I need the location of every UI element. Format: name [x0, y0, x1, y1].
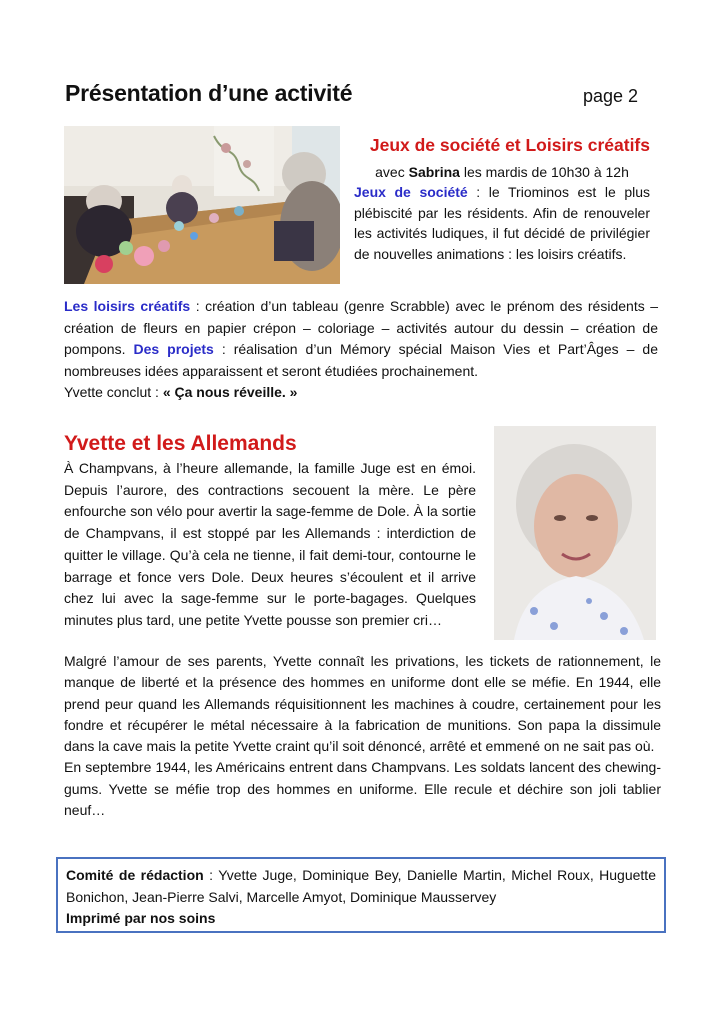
loisirs-paragraph	[64, 296, 658, 404]
yvette-paragraph-1	[64, 458, 476, 632]
yvette-portrait	[494, 426, 656, 640]
conclut-prefix: Yvette conclut :	[64, 384, 163, 400]
conclusion-line	[64, 382, 658, 404]
yvette-p3-text: En septembre 1944, les Américains entrent dans Champvans. Les soldats lancent des chewing-gums. Yvette se méfie trop des hommes en uniforme. Elle recule et déchire son joli tablier neuf…	[64, 759, 661, 819]
host-name: Sabrina	[408, 164, 460, 180]
page-title: Présentation d’une activité	[65, 80, 353, 106]
jeux-text: : le Triominos est le plus plébiscité par les résidents. Afin de renouveler les activités ludiques, il fut décidé de privilégier de nouvelles animations : les loisirs créatifs.	[354, 184, 651, 262]
yvette-paragraph-2	[64, 651, 661, 821]
projets-text: : réalisation d’un Mémory spécial Maison Vies et Part’Âges – de nombreuses idées apparaissent et seront étudiées prochainement.	[64, 341, 658, 379]
loisirs-text: : création d’un tableau (genre Scrabble) avec le prénom des résidents – création de fleurs en papier crépon – coloriage – activités autour du dessin – création de pompons.	[64, 298, 659, 357]
schedule-prefix: avec	[375, 164, 409, 180]
activity-intro	[354, 135, 650, 264]
committee-members: : Yvette Juge, Dominique Bey, Danielle Martin, Michel Roux, Huguette Bonichon, Jean-Pierre Salvi, Marcelle Amyot, Dominique Mausservey	[66, 867, 656, 905]
activity-schedule	[354, 162, 650, 182]
loisirs-label: Les loisirs créatifs	[64, 298, 191, 314]
committee-label: Comité de rédaction	[66, 867, 204, 883]
schedule-text: les mardis de 10h30 à 12h	[459, 164, 629, 180]
jeux-label: Jeux de société	[354, 184, 468, 200]
jeux-paragraph	[354, 182, 650, 264]
activity-title: Jeux de société et Loisirs créatifs	[369, 135, 650, 155]
yvette-p1-text: À Champvans, à l’heure allemande, la famille Juge est en émoi. Depuis l’aurore, des contractions secouent la mère. Le père enfourche son vélo pour avertir la sage-femme de Dole. À la sortie de Champvans, il est stoppé par les Allemands : interdiction de quitter le village. Qu’à cela ne tienne, il fait demi-tour, contourne le barrage et fonce vers Dole. Deux heures s’écoulent et il arrive chez lui avec la sage-femme sur le porte-bagages. Quelques minutes plus tard, une petite Yvette pousse son premier cri…	[64, 460, 476, 628]
projets-label: Des projets	[133, 341, 214, 357]
yvette-p2-text: Malgré l’amour de ses parents, Yvette connaît les privations, les tickets de rationnement, le manque de liberté et la présence des hommes en uniforme dont elle se méfie. En 1944, elle prend peur quand les Allemands réquisitionnent les machines à coudre, certainement pour les fondre et récupérer le métal nécessaire à la fabrication de munitions. Son papa la dissimule dans la cave mais la petite Yvette craint qu’il soit dénoncé, arrêté et emmené on ne sait pas où.	[64, 653, 661, 755]
quote: « Ça nous réveille. »	[162, 384, 298, 400]
printed-note: Imprimé par nos soins	[66, 910, 216, 926]
page-number: page 2	[583, 86, 639, 106]
activity-photo	[64, 126, 340, 284]
committee-box	[56, 857, 666, 933]
yvette-title: Yvette et les Allemands	[64, 432, 297, 455]
